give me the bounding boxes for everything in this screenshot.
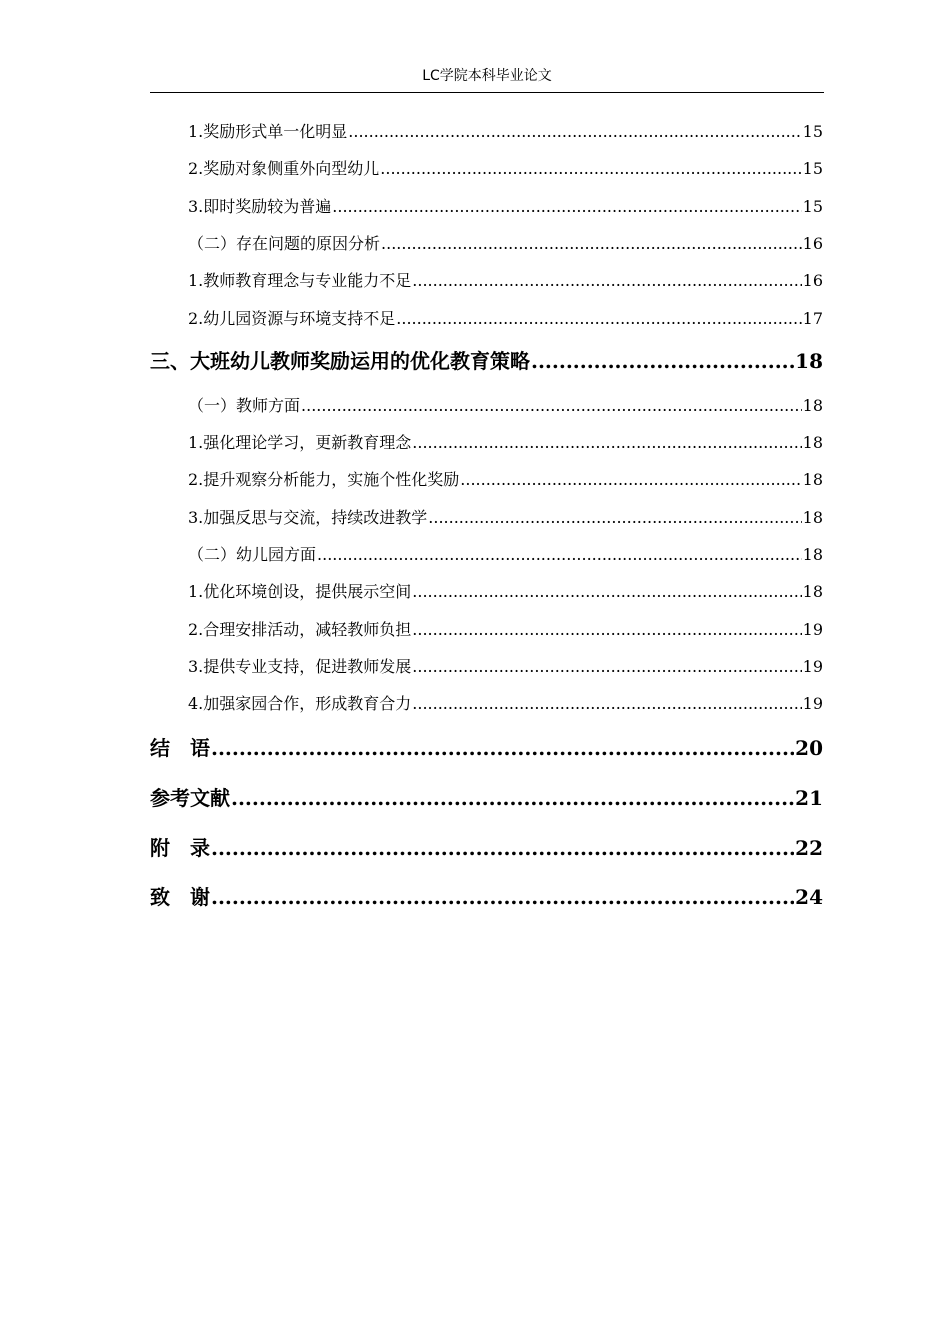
toc-entry-label: 附 录 xyxy=(150,836,210,860)
header-title: LC学院本科毕业论文 xyxy=(422,68,552,84)
dot-leader xyxy=(381,232,802,256)
dot-leader xyxy=(412,655,801,679)
toc-entry-label: （二）幼儿园方面 xyxy=(188,545,317,564)
dot-leader xyxy=(460,468,801,492)
toc-entry-label: 4.加强家园合作，形成教育合力 xyxy=(188,694,412,713)
toc-entry-page: 19 xyxy=(802,694,823,713)
toc-entry-label: 1.奖励形式单一化明显 xyxy=(188,122,348,141)
toc-entry[interactable] xyxy=(188,468,823,492)
toc-entry[interactable] xyxy=(188,269,823,293)
toc-entry-page: 15 xyxy=(802,197,823,216)
toc-entry-label: 参考文献 xyxy=(150,786,230,810)
toc-entry-label: 2.提升观察分析能力，实施个性化奖励 xyxy=(188,470,460,489)
toc-entry-label: 3.提供专业支持，促进教师发展 xyxy=(188,657,412,676)
dot-leader xyxy=(396,307,801,331)
toc-entry[interactable] xyxy=(150,347,823,375)
toc-entry[interactable] xyxy=(150,834,823,862)
toc-entry-label: 1.优化环境创设，提供展示空间 xyxy=(188,582,412,601)
dot-leader xyxy=(412,580,801,604)
toc-entry-page: 18 xyxy=(802,433,823,452)
toc-entry-page: 19 xyxy=(802,620,823,639)
dot-leader xyxy=(348,120,801,144)
toc-entry[interactable] xyxy=(188,543,823,567)
dot-leader xyxy=(317,543,802,567)
dot-leader xyxy=(412,431,801,455)
toc-entry-page: 19 xyxy=(802,657,823,676)
toc-entry-page: 18 xyxy=(802,582,823,601)
toc-entry-page: 20 xyxy=(795,736,823,760)
dot-leader xyxy=(211,883,794,911)
toc-entry-page: 18 xyxy=(802,508,823,527)
toc-entry[interactable] xyxy=(188,506,823,530)
page-header xyxy=(150,66,824,93)
toc-entry[interactable] xyxy=(188,307,823,331)
toc-entry[interactable] xyxy=(188,655,823,679)
toc-entry-page: 15 xyxy=(802,159,823,178)
toc-entry[interactable] xyxy=(188,195,823,219)
toc-entry-label: 致 谢 xyxy=(150,885,210,909)
dot-leader xyxy=(380,157,801,181)
toc-entry[interactable] xyxy=(150,734,823,762)
toc-entry[interactable] xyxy=(188,618,823,642)
toc-entry-label: 2.奖励对象侧重外向型幼儿 xyxy=(188,159,380,178)
toc-entry-label: 3.加强反思与交流，持续改进教学 xyxy=(188,508,428,527)
dot-leader xyxy=(412,692,801,716)
toc-entry-page: 16 xyxy=(802,234,823,253)
toc-entry[interactable] xyxy=(188,232,823,256)
toc-entry-label: 3.即时奖励较为普遍 xyxy=(188,197,332,216)
toc-entry[interactable] xyxy=(150,784,823,812)
toc-entry-label: 1.教师教育理念与专业能力不足 xyxy=(188,271,412,290)
toc-entry-label: 结 语 xyxy=(150,736,210,760)
dot-leader xyxy=(211,734,794,762)
toc-entry[interactable] xyxy=(150,883,823,911)
dot-leader xyxy=(231,784,794,812)
toc-entry-label: （一）教师方面 xyxy=(188,396,301,415)
toc-entry-page: 22 xyxy=(795,836,823,860)
toc-entry-page: 16 xyxy=(802,271,823,290)
toc-entry[interactable] xyxy=(188,120,823,144)
toc-entry[interactable] xyxy=(188,394,823,418)
toc-entry-page: 21 xyxy=(795,786,823,810)
dot-leader xyxy=(428,506,801,530)
toc-entry-page: 24 xyxy=(795,885,823,909)
dot-leader xyxy=(412,269,801,293)
toc-entry-label: 三、大班幼儿教师奖励运用的优化教育策略 xyxy=(150,349,530,373)
toc-entry-page: 18 xyxy=(802,470,823,489)
toc-entry[interactable] xyxy=(188,431,823,455)
toc-entry-label: 2.合理安排活动，减轻教师负担 xyxy=(188,620,412,639)
toc-entry-page: 17 xyxy=(802,309,823,328)
toc-entry[interactable] xyxy=(188,692,823,716)
toc-entry-page: 18 xyxy=(795,349,823,373)
toc-entry-page: 18 xyxy=(802,396,823,415)
toc-entry-label: 1.强化理论学习，更新教育理念 xyxy=(188,433,412,452)
toc-entry[interactable] xyxy=(188,157,823,181)
toc-entry-page: 15 xyxy=(802,122,823,141)
toc-entry-label: （二）存在问题的原因分析 xyxy=(188,234,381,253)
dot-leader xyxy=(531,347,794,375)
toc-entry-page: 18 xyxy=(802,545,823,564)
dot-leader xyxy=(332,195,801,219)
dot-leader xyxy=(412,618,801,642)
toc-entry-label: 2.幼儿园资源与环境支持不足 xyxy=(188,309,396,328)
dot-leader xyxy=(211,834,794,862)
dot-leader xyxy=(301,394,802,418)
toc-entry[interactable] xyxy=(188,580,823,604)
